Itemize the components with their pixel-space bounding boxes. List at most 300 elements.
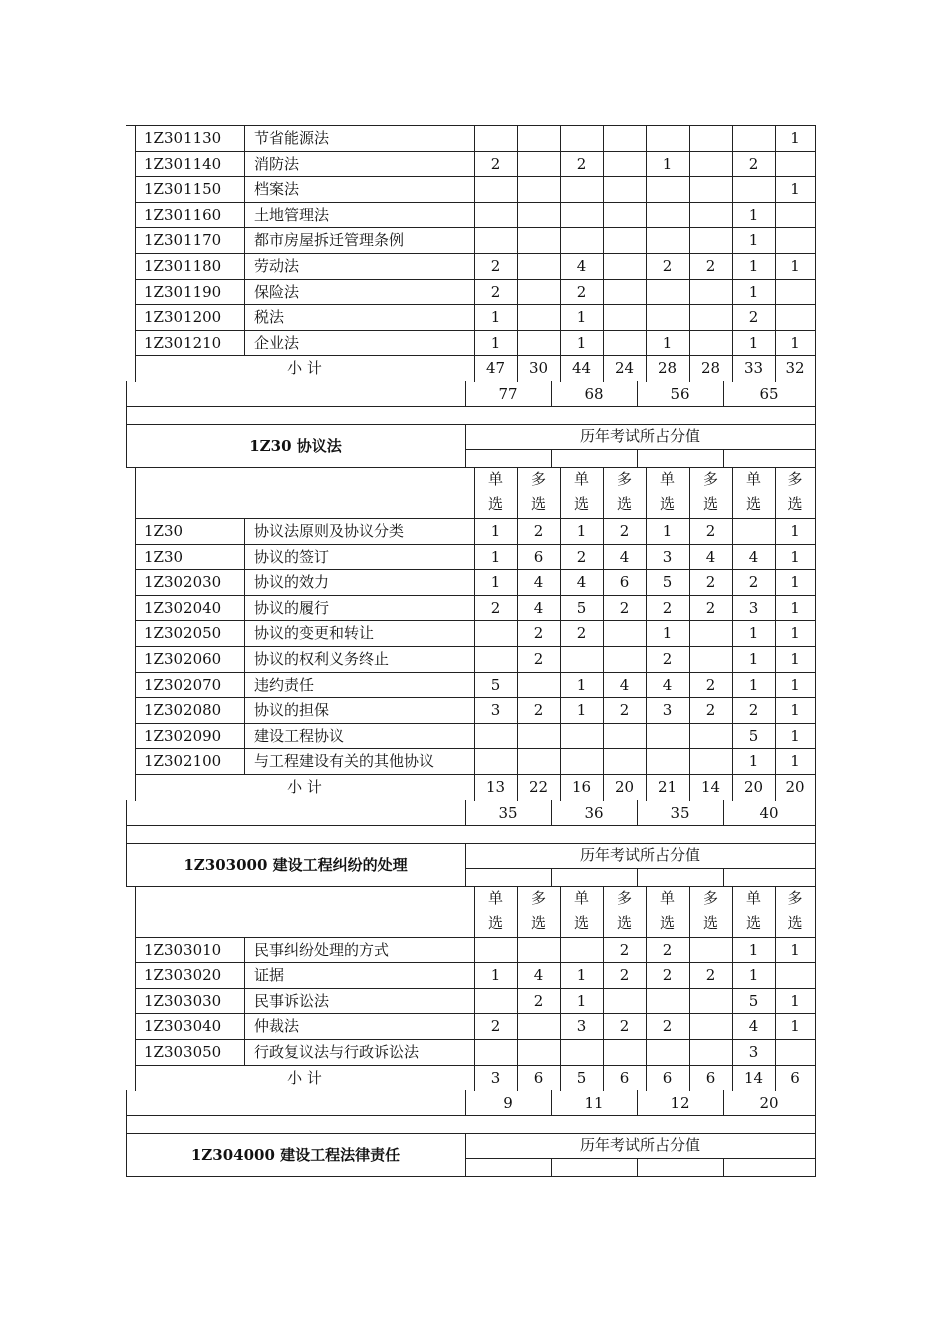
score-cell: 4 <box>662 676 673 694</box>
score-cell: 6 <box>619 573 630 591</box>
item-name: 协议法原则及协议分类 <box>254 522 405 540</box>
subtotal-cell: 21 <box>657 778 678 796</box>
table-rule <box>815 800 816 844</box>
item-name: 协议的效力 <box>254 573 330 591</box>
item-name: 税法 <box>254 308 285 326</box>
score-cell: 2 <box>705 573 716 591</box>
section-title: 1Z30 协议法 <box>249 437 342 455</box>
score-cell: 2 <box>576 283 587 301</box>
score-cell: 1 <box>490 573 501 591</box>
table-rule <box>135 304 816 305</box>
table-rule <box>732 125 733 382</box>
score-cell: 1 <box>790 941 800 959</box>
score-cell: 1 <box>790 257 800 275</box>
score-cell: 1 <box>790 752 800 770</box>
table-rule <box>135 1065 816 1066</box>
table-rule <box>603 937 604 1091</box>
score-cell: 2 <box>619 966 630 984</box>
choice-type-label: 选 <box>702 914 718 932</box>
score-cell: 2 <box>533 522 544 540</box>
subtotal-cell: 22 <box>528 778 549 796</box>
score-header: 历年考试所占分值 <box>579 1136 700 1154</box>
score-cell: 3 <box>490 701 501 719</box>
item-code: 1Z301210 <box>144 334 222 352</box>
subtotal-cell: 28 <box>700 359 721 377</box>
table-rule <box>723 1158 724 1177</box>
score-cell: 2 <box>705 522 716 540</box>
score-cell: 2 <box>576 155 587 173</box>
item-name: 协议的担保 <box>254 701 330 719</box>
table-rule <box>135 988 816 989</box>
table-rule <box>465 868 816 869</box>
table-rule <box>560 518 561 801</box>
total-cell: 35 <box>498 804 518 822</box>
subtotal-cell: 24 <box>614 359 635 377</box>
score-cell: 3 <box>748 1043 759 1061</box>
score-cell: 3 <box>662 701 673 719</box>
table-rule <box>637 449 638 468</box>
score-cell: 1 <box>790 1017 800 1035</box>
item-name: 节省能源法 <box>254 129 330 147</box>
subtotal-cell: 33 <box>743 359 764 377</box>
item-code: 1Z301160 <box>144 206 222 224</box>
score-cell: 2 <box>490 155 501 173</box>
score-cell: 1 <box>790 573 800 591</box>
item-code: 1Z302040 <box>144 599 222 617</box>
choice-type-label: 选 <box>530 914 546 932</box>
subtotal-cell: 20 <box>785 778 805 796</box>
score-cell: 2 <box>533 701 544 719</box>
choice-type-label: 多 <box>616 470 632 488</box>
item-code: 1Z303020 <box>144 966 222 984</box>
item-name: 协议的履行 <box>254 599 330 617</box>
table-rule <box>135 176 816 177</box>
score-cell: 2 <box>748 701 759 719</box>
score-cell: 2 <box>490 283 501 301</box>
total-cell: 36 <box>584 804 604 822</box>
table-rule <box>135 518 136 801</box>
score-cell: 1 <box>748 966 759 984</box>
total-cell: 40 <box>759 804 779 822</box>
score-cell: 5 <box>748 992 759 1010</box>
score-cell: 1 <box>490 308 501 326</box>
table-rule <box>126 886 816 887</box>
score-cell: 1 <box>662 155 673 173</box>
score-cell: 2 <box>619 701 630 719</box>
score-cell: 1 <box>748 941 759 959</box>
table-rule <box>815 1133 816 1177</box>
table-rule <box>126 381 127 425</box>
table-rule <box>135 672 816 673</box>
table-rule <box>126 1090 127 1134</box>
score-cell: 2 <box>705 257 716 275</box>
score-cell: 1 <box>662 624 673 642</box>
table-rule <box>775 518 776 801</box>
subtotal-cell: 6 <box>705 1069 716 1087</box>
choice-type-label: 多 <box>787 470 803 488</box>
table-rule <box>560 125 561 382</box>
score-cell: 2 <box>533 650 544 668</box>
total-cell: 68 <box>584 385 604 403</box>
table-rule <box>474 518 475 801</box>
total-cell: 12 <box>670 1094 690 1112</box>
table-rule <box>135 355 816 356</box>
table-rule <box>474 125 475 382</box>
item-name: 企业法 <box>254 334 300 352</box>
score-cell: 2 <box>619 941 630 959</box>
score-cell: 1 <box>748 650 759 668</box>
total-cell: 11 <box>584 1094 604 1112</box>
item-code: 1Z301180 <box>144 257 222 275</box>
subtotal-label: 小 计 <box>287 359 322 377</box>
score-cell: 2 <box>705 701 716 719</box>
table-rule <box>135 279 816 280</box>
table-rule <box>689 518 690 801</box>
item-code: 1Z302080 <box>144 701 222 719</box>
subtotal-cell: 5 <box>576 1069 587 1087</box>
score-cell: 2 <box>576 548 587 566</box>
score-cell: 1 <box>748 624 759 642</box>
choice-type-label: 选 <box>702 495 718 513</box>
table-rule <box>603 125 604 382</box>
score-cell: 1 <box>490 966 501 984</box>
score-cell: 2 <box>619 1017 630 1035</box>
table-rule <box>474 937 475 1091</box>
table-rule <box>126 1176 816 1177</box>
table-rule <box>551 1158 552 1177</box>
table-rule <box>646 125 647 382</box>
score-cell: 1 <box>576 701 587 719</box>
score-cell: 5 <box>662 573 673 591</box>
table-rule <box>135 962 816 963</box>
score-cell: 2 <box>490 1017 501 1035</box>
table-rule <box>815 125 816 382</box>
item-name: 与工程建设有关的其他协议 <box>254 752 435 770</box>
table-rule <box>603 518 604 801</box>
score-cell: 2 <box>705 676 716 694</box>
score-cell: 4 <box>533 573 544 591</box>
item-code: 1Z301170 <box>144 231 222 249</box>
table-rule <box>126 406 816 407</box>
score-cell: 1 <box>790 548 800 566</box>
table-rule <box>126 1133 816 1134</box>
score-cell: 2 <box>662 650 673 668</box>
choice-type-label: 单 <box>745 889 761 907</box>
table-rule <box>135 748 816 749</box>
choice-type-label: 多 <box>702 470 718 488</box>
score-cell: 4 <box>748 548 759 566</box>
choice-type-label: 单 <box>487 470 503 488</box>
table-rule <box>135 125 816 126</box>
score-header: 历年考试所占分值 <box>579 846 700 864</box>
score-cell: 1 <box>790 522 800 540</box>
score-cell: 1 <box>576 334 587 352</box>
score-cell: 3 <box>748 599 759 617</box>
item-name: 都市房屋拆迁管理条例 <box>254 231 405 249</box>
table-rule <box>135 151 816 152</box>
table-rule <box>126 125 135 126</box>
table-rule <box>126 467 816 468</box>
score-cell: 2 <box>576 624 587 642</box>
item-code: 1Z302090 <box>144 727 222 745</box>
subtotal-cell: 14 <box>700 778 721 796</box>
item-name: 劳动法 <box>254 257 300 275</box>
choice-type-label: 选 <box>487 914 503 932</box>
table-rule <box>560 937 561 1091</box>
table-rule <box>723 449 724 468</box>
choice-type-label: 选 <box>787 914 803 932</box>
item-name: 协议的签订 <box>254 548 330 566</box>
choice-type-label: 选 <box>787 495 803 513</box>
score-cell: 1 <box>748 231 759 249</box>
item-code: 1Z302100 <box>144 752 222 770</box>
score-cell: 1 <box>790 624 800 642</box>
choice-type-label: 选 <box>745 495 761 513</box>
total-cell: 77 <box>498 385 518 403</box>
table-rule <box>126 843 816 844</box>
choice-type-label: 多 <box>530 889 546 907</box>
score-cell: 5 <box>748 727 759 745</box>
section-title: 1Z304000 建设工程法律责任 <box>190 1146 401 1164</box>
table-rule <box>689 125 690 382</box>
choice-type-label: 选 <box>659 914 675 932</box>
score-cell: 2 <box>662 966 673 984</box>
score-cell: 5 <box>490 676 501 694</box>
choice-type-label: 单 <box>573 889 589 907</box>
score-cell: 1 <box>790 676 800 694</box>
score-cell: 1 <box>662 522 673 540</box>
table-rule <box>126 800 127 844</box>
score-cell: 1 <box>490 548 501 566</box>
score-cell: 5 <box>576 599 587 617</box>
table-rule <box>517 125 518 382</box>
subtotal-cell: 44 <box>571 359 592 377</box>
subtotal-cell: 6 <box>619 1069 630 1087</box>
item-name: 消防法 <box>254 155 300 173</box>
table-rule <box>135 467 136 519</box>
table-rule <box>244 937 245 1066</box>
table-rule <box>135 937 816 938</box>
table-rule <box>689 937 690 1091</box>
item-code: 1Z302070 <box>144 676 222 694</box>
score-cell: 2 <box>662 941 673 959</box>
item-name: 仲裁法 <box>254 1017 300 1035</box>
total-cell: 65 <box>759 385 779 403</box>
item-code: 1Z30 <box>144 522 184 540</box>
item-code: 1Z301190 <box>144 283 222 301</box>
table-rule <box>815 886 816 938</box>
choice-type-label: 单 <box>573 470 589 488</box>
table-rule <box>135 227 816 228</box>
score-cell: 1 <box>748 206 759 224</box>
table-rule <box>135 774 816 775</box>
subtotal-cell: 47 <box>485 359 506 377</box>
subtotal-label: 小 计 <box>287 778 322 796</box>
score-cell: 1 <box>790 992 800 1010</box>
score-cell: 1 <box>576 308 587 326</box>
subtotal-cell: 16 <box>571 778 592 796</box>
score-cell: 2 <box>705 966 716 984</box>
table-rule <box>646 937 647 1091</box>
item-code: 1Z303010 <box>144 941 222 959</box>
choice-type-label: 多 <box>530 470 546 488</box>
table-rule <box>135 330 816 331</box>
choice-type-label: 选 <box>487 495 503 513</box>
table-rule <box>732 518 733 801</box>
table-rule <box>646 518 647 801</box>
item-code: 1Z303030 <box>144 992 222 1010</box>
item-code: 1Z301140 <box>144 155 222 173</box>
item-code: 1Z302050 <box>144 624 222 642</box>
section-title: 1Z303000 建设工程纠纷的处理 <box>183 856 408 874</box>
score-cell: 1 <box>790 599 800 617</box>
score-cell: 1 <box>790 727 800 745</box>
score-cell: 2 <box>662 599 673 617</box>
score-cell: 1 <box>748 752 759 770</box>
choice-type-label: 选 <box>616 914 632 932</box>
score-cell: 2 <box>619 522 630 540</box>
table-rule <box>815 381 816 425</box>
total-cell: 20 <box>759 1094 779 1112</box>
item-name: 证据 <box>254 966 285 984</box>
score-cell: 4 <box>619 548 630 566</box>
table-rule <box>517 937 518 1091</box>
score-cell: 4 <box>576 257 587 275</box>
choice-type-label: 单 <box>487 889 503 907</box>
score-cell: 2 <box>533 992 544 1010</box>
subtotal-cell: 30 <box>528 359 549 377</box>
table-rule <box>135 202 816 203</box>
choice-type-label: 选 <box>573 495 589 513</box>
score-cell: 1 <box>790 650 800 668</box>
score-cell: 1 <box>576 522 587 540</box>
score-cell: 2 <box>662 1017 673 1035</box>
item-name: 协议的变更和转让 <box>254 624 375 642</box>
score-cell: 3 <box>576 1017 587 1035</box>
score-cell: 1 <box>748 334 759 352</box>
item-name: 行政复议法与行政诉讼法 <box>254 1043 420 1061</box>
item-code: 1Z301150 <box>144 180 222 198</box>
score-cell: 2 <box>662 257 673 275</box>
score-cell: 3 <box>662 548 673 566</box>
total-cell: 56 <box>670 385 690 403</box>
score-cell: 1 <box>790 701 800 719</box>
table-rule <box>244 518 245 775</box>
score-cell: 4 <box>748 1017 759 1035</box>
choice-type-label: 单 <box>745 470 761 488</box>
choice-type-label: 选 <box>659 495 675 513</box>
item-code: 1Z302030 <box>144 573 222 591</box>
score-cell: 2 <box>748 308 759 326</box>
score-cell: 1 <box>748 676 759 694</box>
subtotal-cell: 3 <box>490 1069 501 1087</box>
score-cell: 2 <box>748 573 759 591</box>
subtotal-cell: 28 <box>657 359 678 377</box>
score-header: 历年考试所占分值 <box>579 427 700 445</box>
score-cell: 4 <box>619 676 630 694</box>
score-cell: 2 <box>533 624 544 642</box>
score-cell: 1 <box>790 180 800 198</box>
item-code: 1Z30 <box>144 548 184 566</box>
table-rule <box>637 868 638 887</box>
table-rule <box>517 518 518 801</box>
table-rule <box>815 937 816 1091</box>
choice-type-label: 选 <box>573 914 589 932</box>
item-name: 违约责任 <box>254 676 315 694</box>
score-cell: 1 <box>576 676 587 694</box>
score-cell: 4 <box>576 573 587 591</box>
subtotal-cell: 20 <box>614 778 635 796</box>
score-cell: 4 <box>533 966 544 984</box>
choice-type-label: 选 <box>745 914 761 932</box>
subtotal-cell: 14 <box>743 1069 764 1087</box>
table-rule <box>135 569 816 570</box>
score-cell: 1 <box>490 522 501 540</box>
item-name: 协议的权利义务终止 <box>254 650 390 668</box>
item-code: 1Z301200 <box>144 308 222 326</box>
score-cell: 1 <box>790 129 800 147</box>
item-name: 档案法 <box>254 180 300 198</box>
table-rule <box>135 595 816 596</box>
choice-type-label: 多 <box>787 889 803 907</box>
table-rule <box>135 518 816 519</box>
table-rule <box>126 424 816 425</box>
item-name: 民事纠纷处理的方式 <box>254 941 390 959</box>
score-cell: 2 <box>748 155 759 173</box>
score-cell: 1 <box>576 992 587 1010</box>
table-rule <box>775 125 776 382</box>
total-cell: 35 <box>670 804 690 822</box>
table-rule <box>135 886 136 938</box>
table-rule <box>135 697 816 698</box>
table-rule <box>465 449 816 450</box>
choice-type-label: 单 <box>659 470 675 488</box>
item-code: 1Z303040 <box>144 1017 222 1035</box>
item-code: 1Z301130 <box>144 129 222 147</box>
subtotal-cell: 6 <box>662 1069 673 1087</box>
table-rule <box>126 1115 816 1116</box>
table-rule <box>723 868 724 887</box>
score-cell: 1 <box>490 334 501 352</box>
table-rule <box>135 723 816 724</box>
subtotal-label: 小 计 <box>287 1069 322 1087</box>
score-cell: 1 <box>662 334 673 352</box>
table-rule <box>775 937 776 1091</box>
table-rule <box>135 620 816 621</box>
item-name: 保险法 <box>254 283 300 301</box>
table-rule <box>637 1158 638 1177</box>
table-rule <box>815 518 816 801</box>
choice-type-label: 多 <box>616 889 632 907</box>
item-name: 土地管理法 <box>254 206 330 224</box>
table-rule <box>551 868 552 887</box>
table-rule <box>551 449 552 468</box>
table-rule <box>815 467 816 519</box>
choice-type-label: 选 <box>616 495 632 513</box>
subtotal-cell: 6 <box>790 1069 800 1087</box>
score-cell: 2 <box>619 599 630 617</box>
item-code: 1Z303050 <box>144 1043 222 1061</box>
subtotal-cell: 32 <box>785 359 805 377</box>
table-rule <box>815 424 816 468</box>
score-cell: 1 <box>748 257 759 275</box>
table-rule <box>244 125 245 356</box>
item-name: 民事诉讼法 <box>254 992 330 1010</box>
table-rule <box>135 253 816 254</box>
subtotal-cell: 6 <box>533 1069 544 1087</box>
choice-type-label: 单 <box>659 889 675 907</box>
score-cell: 2 <box>705 599 716 617</box>
